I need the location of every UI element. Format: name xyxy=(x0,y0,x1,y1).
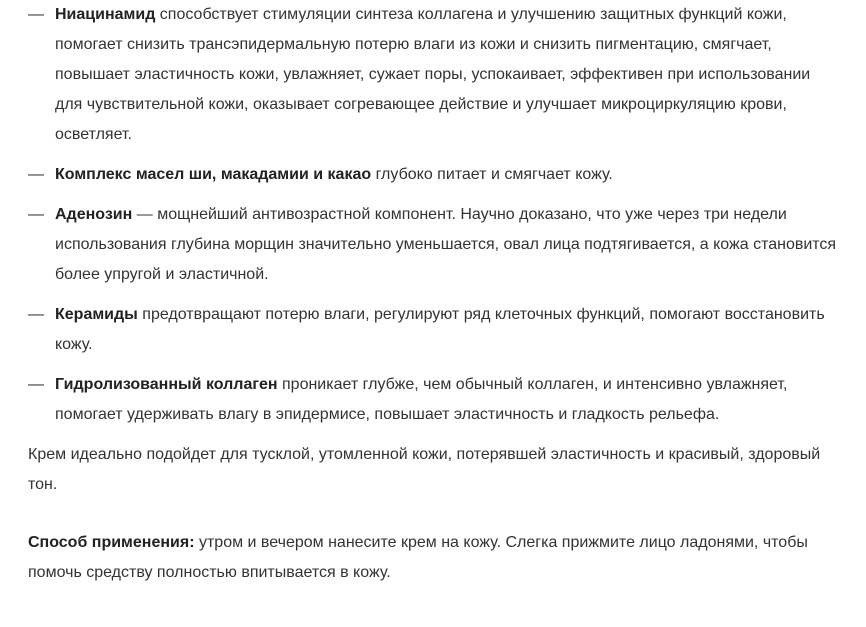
dash-bullet: — xyxy=(28,166,44,183)
ingredient-description: способствует стимуляции синтеза коллагена и улучшению защитных функций кожи, помогает снизить трансэпидермальную потерю влаги из кожи и снизить пигментацию, смягчает, повышает эластичность кожи, увлажняет, сужает поры, успокаивает, эффективен при использовании для чувствительной кожи, оказывает согревающее действие и улучшает микроциркуляцию крови, осветляет. xyxy=(55,6,811,143)
usage-label: Способ применения: xyxy=(28,534,195,551)
dash-bullet: — xyxy=(28,306,44,323)
list-item xyxy=(28,370,838,430)
ingredient-description: предотвращают потерю влаги, регулируют ряд клеточных функций, помогают восстановить кожу. xyxy=(55,306,825,353)
dash-bullet: — xyxy=(28,6,44,23)
ingredient-name: Ниацинамид xyxy=(55,6,156,23)
list-item xyxy=(28,160,838,190)
ingredient-name: Керамиды xyxy=(55,306,138,323)
list-item xyxy=(28,0,838,150)
usage-text: утром и вечером нанесите крем на кожу. Слегка прижмите лицо ладонями, чтобы помочь средству полностью впитывается в кожу. xyxy=(28,534,808,581)
ingredients-list xyxy=(28,0,838,430)
list-item xyxy=(28,300,838,360)
dash-bullet: — xyxy=(28,206,44,223)
list-item xyxy=(28,200,838,290)
summary-paragraph: Крем идеально подойдет для тусклой, утомленной кожи, потерявшей эластичность и красивый, здоровый тон. xyxy=(28,446,821,493)
ingredient-description: глубоко питает и смягчает кожу. xyxy=(371,166,613,183)
dash-bullet: — xyxy=(28,376,44,393)
ingredient-name: Аденозин xyxy=(55,206,133,223)
ingredient-name: Комплекс масел ши, макадамии и какао xyxy=(55,166,372,183)
ingredient-description: — мощнейший антивозрастной компонент. Научно доказано, что уже через три недели использования глубина морщин значительно уменьшается, овал лица подтягивается, а кожа становится более упругой и эластичной. xyxy=(55,206,837,283)
ingredient-name: Гидролизованный коллаген xyxy=(55,376,278,393)
ingredient-description: проникает глубже, чем обычный коллаген, и интенсивно увлажняет, помогает удерживать влагу в эпидермисе, повышает эластичность и гладкость рельефа. xyxy=(55,376,788,423)
usage-paragraph xyxy=(28,528,838,588)
